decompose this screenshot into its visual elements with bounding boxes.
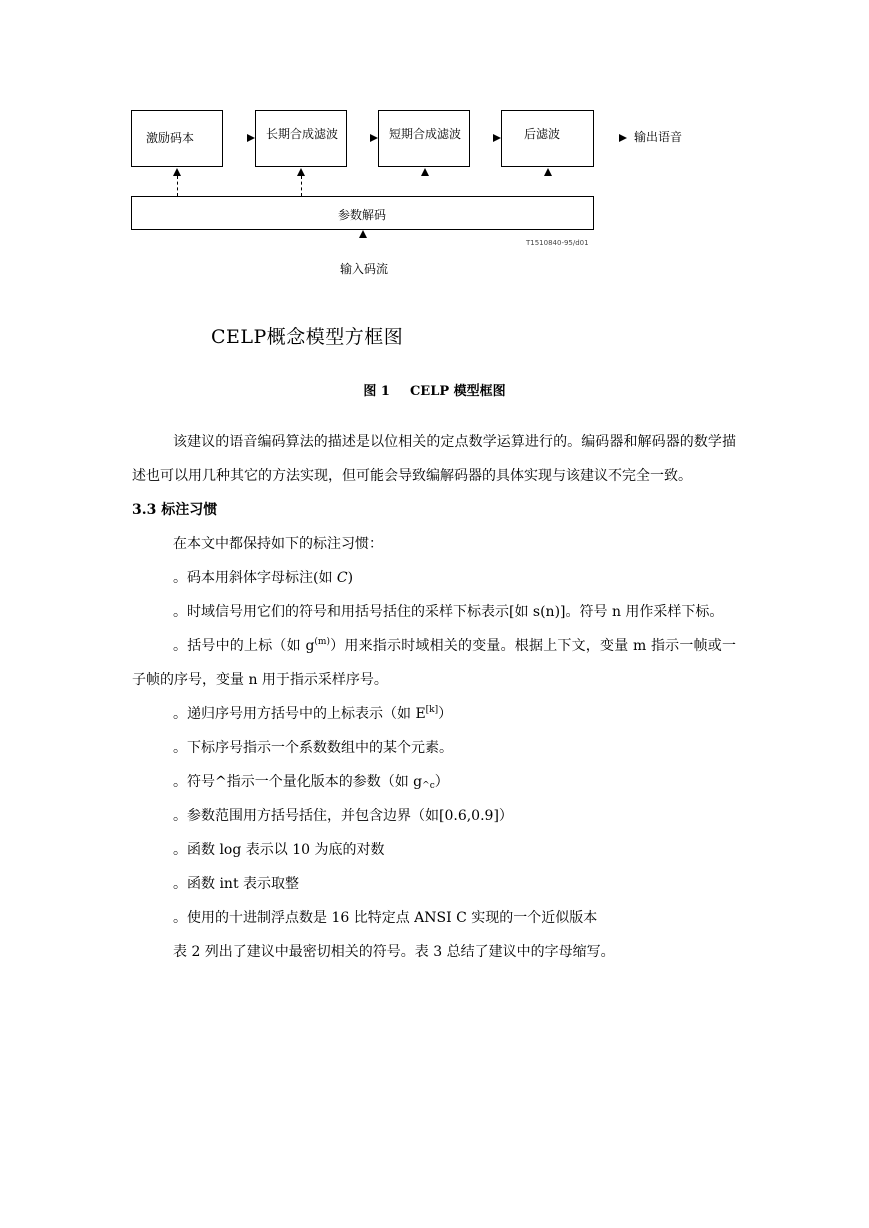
long-term-filter-label: 长期合成滤波 <box>266 127 339 141</box>
document-body <box>132 425 736 969</box>
long-term-filter-block <box>255 110 347 167</box>
post-filter-label: 后滤波 <box>524 127 561 141</box>
celp-block-diagram <box>0 0 869 300</box>
input-bitstream-label: 输入码流 <box>340 262 389 276</box>
list-item: 。函数 log 表示以 10 为底的对数 <box>173 842 385 858</box>
dashed-connector <box>301 176 302 196</box>
figure-caption <box>0 380 869 399</box>
list-item: 。使用的十进制浮点数是 16 比特定点 ANSI C 实现的一个近似版本 <box>173 910 598 926</box>
list-item: 。下标序号指示一个系数数组中的某个元素。 <box>173 740 453 756</box>
list-item: 。参数范围用方括号括住，并包含边界（如[0.6,0.9]） <box>173 808 513 824</box>
arrow-up-icon <box>173 168 181 176</box>
section-intro: 在本文中都保持如下的标注习惯： <box>173 536 383 552</box>
list-item: 。括号中的上标（如 $g^{(m)}$）用来指示时域相关的变量。根据上下文，变量 m 指示一帧或一子帧的序号，变量 n 用于指示采样序号。 <box>132 637 736 688</box>
arrow-up-icon <box>297 168 305 176</box>
figure-number: 图 1 <box>363 384 390 399</box>
intro-paragraph: 该建议的语音编码算法的描述是以位相关的定点数学运算进行的。编码器和解码器的数学描述也可以用几种其它的方法实现，但可能会导致编解码器的具体实现与该建议不完全一致。 <box>132 434 736 484</box>
arrow-up-icon <box>421 168 429 176</box>
arrow-right-icon <box>493 134 501 142</box>
excitation-codebook-label: 激励码本 <box>146 131 195 145</box>
short-term-filter-label: 短期合成滤波 <box>389 127 462 141</box>
figure-reference-code: T1510840-95/d01 <box>526 239 589 247</box>
list-item: 。递归序号用方括号中的上标表示（如 E[k]） <box>173 705 453 722</box>
section-heading: 3.3 标注习惯 <box>132 502 218 518</box>
list-item: 。符号^指示一个量化版本的参数（如 $g_{\^{}c}$） <box>173 774 449 791</box>
list-item: 。函数 int 表示取整 <box>173 876 300 892</box>
arrow-up-icon <box>544 168 552 176</box>
excitation-codebook-block <box>131 110 223 167</box>
arrow-up-icon <box>359 230 367 238</box>
arrow-right-icon <box>619 134 627 142</box>
list-item: 。码本用斜体字母标注(如 C) <box>173 570 354 586</box>
arrow-right-icon <box>370 134 378 142</box>
list-item: 。时域信号用它们的符号和用括号括住的采样下标表示[如 s(n)]。符号 n 用作采样下标。 <box>173 604 724 620</box>
parameter-decode-label: 参数解码 <box>338 208 387 222</box>
short-term-filter-block <box>378 110 470 167</box>
parameter-decode-block <box>131 196 594 230</box>
dashed-connector <box>177 176 178 196</box>
arrow-right-icon <box>247 134 255 142</box>
closing-paragraph: 表 2 列出了建议中最密切相关的符号。表 3 总结了建议中的字母缩写。 <box>173 944 615 960</box>
diagram-title: CELP概念模型方框图 <box>211 326 404 348</box>
output-speech-label: 输出语音 <box>634 130 683 144</box>
figure-caption-text: CELP 模型框图 <box>409 384 506 399</box>
post-filter-block <box>501 110 594 167</box>
